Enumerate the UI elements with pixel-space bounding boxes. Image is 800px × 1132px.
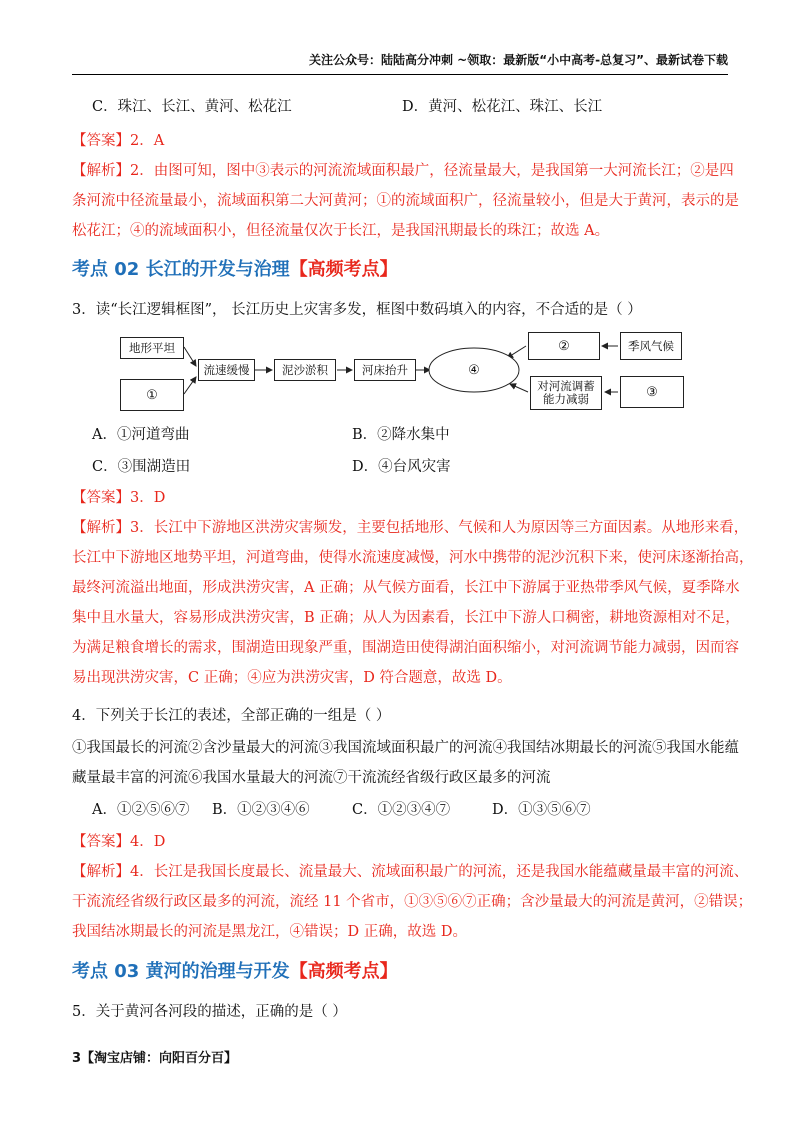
q4-option-c: C．①②③④⑦ — [352, 802, 451, 818]
yangtze-logic-diagram — [112, 332, 702, 414]
q4-stem: 4．下列关于长江的表述，全部正确的一组是（ ） — [72, 708, 391, 724]
q4-analysis-line: 【解析】4．长江是我国长度最长、流量最大、流域面积最广的河流，还是我国水能蕴藏量最丰富的河流、 — [72, 864, 749, 880]
q3-analysis-line: 最终河流溢出地面，形成洪涝灾害，A 正确；从气候方面看，长江中下游属于亚热带季风气候，夏季降水 — [72, 580, 740, 596]
q5-stem: 5．关于黄河各河段的描述，正确的是（ ） — [72, 1004, 347, 1020]
box-slow-flow: 流速缓慢 — [198, 359, 255, 381]
section-title: 黄河的治理与开发 — [145, 961, 290, 982]
section-heading — [72, 258, 398, 282]
q4-item-line: ①我国最长的河流②含沙量最大的河流③我国流域面积最广的河流④我国结冰期最长的河流⑤我国水能蕴 — [72, 740, 739, 756]
page-header: 关注公众号：陆陆高分冲刺 ~领取：最新版“小中高考-总复习”、最新试卷下载 — [72, 50, 728, 75]
box-regulation: 对河流调蓄能力减弱 — [530, 376, 602, 410]
arrow — [510, 384, 528, 392]
arrow — [184, 377, 196, 394]
q3-analysis-line: 集中且水量大，容易形成洪涝灾害，B 正确；从人为因素看，长江中下游人口稠密，耕地资源相对不足， — [72, 610, 740, 626]
q4-analysis-line: 干流流经省级行政区最多的河流，流经 11 个省市，①③⑤⑥⑦正确；含沙量最大的河流是黄河，②错误； — [72, 894, 753, 910]
box-1: ① — [120, 379, 184, 411]
q4-answer: 【答案】4．D — [72, 834, 166, 850]
box-silt: 泥沙淤积 — [274, 359, 336, 381]
q2-answer: 【答案】2．A — [72, 133, 165, 149]
q2-option-c: C．珠江、长江、黄河、松花江 — [92, 99, 292, 115]
q4-item-line: 藏量最丰富的河流⑥我国水量最大的河流⑦干流流经省级行政区最多的河流 — [72, 770, 551, 786]
q3-answer: 【答案】3．D — [72, 490, 166, 506]
ellipse-4-label: ④ — [468, 362, 480, 378]
q2-option-d: D．黄河、松花江、珠江、长江 — [402, 99, 603, 115]
q4-option-d: D．①③⑤⑥⑦ — [492, 802, 591, 818]
section-heading — [72, 960, 398, 984]
box-riverbed: 河床抬升 — [354, 359, 416, 381]
box-3: ③ — [620, 376, 684, 408]
section-title: 长江的开发与治理 — [145, 259, 290, 280]
q2-analysis-line: 松花江；④的流域面积小，但径流量仅次于长江，是我国汛期最长的珠江；故选 A。 — [72, 223, 610, 239]
box-2: ② — [528, 332, 600, 360]
section-number: 考点 03 — [72, 961, 140, 982]
q3-analysis-line: 【解析】3．长江中下游地区洪涝灾害频发，主要包括地形、气候和人为原因等三方面因素。从地形来看， — [72, 520, 749, 536]
q3-option-c: C．③围湖造田 — [92, 459, 191, 475]
box-monsoon: 季风气候 — [620, 332, 682, 360]
q3-option-a: A．①河道弯曲 — [92, 427, 190, 443]
q2-analysis-line: 条河流中径流量最小，流域面积第二大河黄河；①的流域面积广，径流量较小，但是大于黄河，表示的是 — [72, 193, 739, 209]
arrow — [184, 347, 196, 366]
q4-option-a: A．①②⑤⑥⑦ — [92, 802, 190, 818]
q4-option-b: B．①②③④⑥ — [212, 802, 310, 818]
q4-analysis-line: 我国结冰期最长的河流是黑龙江，④错误；D 正确，故选 D。 — [72, 924, 467, 940]
q3-stem: 3．读“长江逻辑框图”， 长江历史上灾害多发，框图中数码填入的内容，不合适的是（ ） — [72, 302, 642, 318]
q2-analysis-line: 【解析】2．由图可知，图中③表示的河流流域面积最广，径流量最大，是我国第一大河流长江；②是四 — [72, 163, 734, 179]
page-footer: 3【淘宝店铺：向阳百分百】 — [72, 1051, 238, 1066]
q3-analysis-line: 为满足粮食增长的需求，围湖造田现象严重，围湖造田使得湖泊面积缩小，对河流调节能力减弱，因而容 — [72, 640, 739, 656]
section-tag: 【高频考点】 — [289, 961, 398, 982]
section-tag: 【高频考点】 — [289, 259, 398, 280]
q3-option-d: D．④台风灾害 — [352, 459, 451, 475]
section-number: 考点 02 — [72, 259, 140, 280]
q3-option-b: B．②降水集中 — [352, 427, 450, 443]
box-terrain: 地形平坦 — [120, 337, 184, 359]
q3-analysis-line: 长江中下游地区地势平坦，河道弯曲，使得水流速度减慢，河水中携带的泥沙沉积下来，使河床逐渐抬高， — [72, 550, 754, 566]
q3-analysis-line: 易出现洪涝灾害，C 正确；④应为洪涝灾害，D 符合题意，故选 D。 — [72, 670, 512, 686]
